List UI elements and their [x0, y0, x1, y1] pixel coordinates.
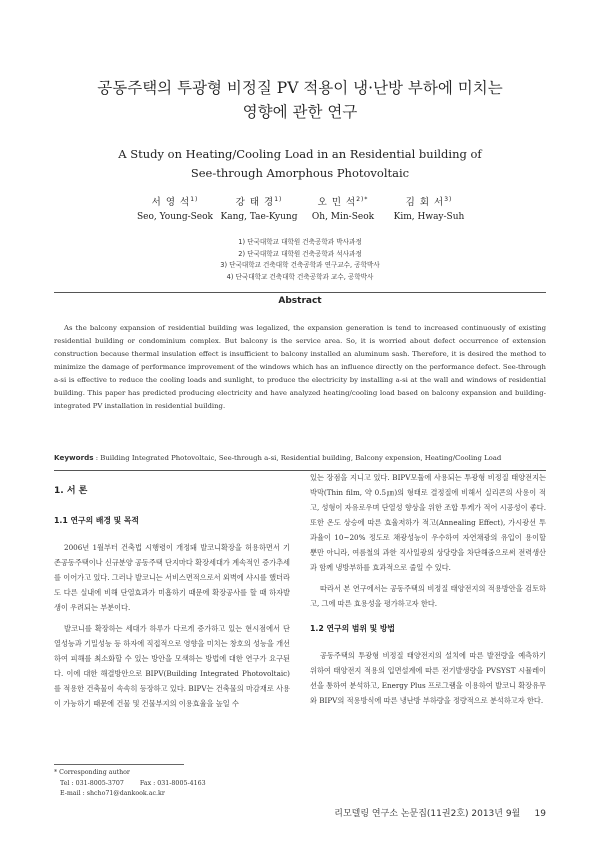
- footnote-corresponding: * Corresponding author: [54, 769, 130, 776]
- author-4-mark: 3): [444, 195, 453, 203]
- keywords-label: Keywords: [54, 453, 94, 462]
- title-english-line1: A Study on Heating/Cooling Load in an Residential building of: [118, 147, 482, 161]
- title-english-line2: See-through Amorphous Photovoltaic: [190, 166, 410, 180]
- author-1-mark: 1): [190, 195, 199, 203]
- subsection-1-1-heading: 1.1 연구의 배경 및 목적: [54, 516, 139, 525]
- footnote-rule: [54, 764, 184, 765]
- right-paragraph-3: 공동주택의 투광형 비정질 태양전지의 설치에 따른 발전량을 예측하기 위하여 태양전지 적용의 입면설계에 따른 전기발생량을 PVSYST 시뮬레이션을 통하여 분석하고, Energy Plus 프로그램을 이용하여 발코니 확장유무와 BIPV의 적용방식에 따른 냉난방 부하량을 정량적으로 분석하고자 한다.: [310, 651, 546, 705]
- left-paragraph-2: 발코니를 확장하는 세대가 하루가 다르게 증가하고 있는 현시점에서 단열성능과 기밀성능 등 하자에 직접적으로 영향을 미치는 창호의 성능을 개선하여 피해를 최소화할 수 있는 방안을 모색하는 방법에 대한 연구가 요구된다. 이에 대한 해결방안으로 BIPV(Building Integrated Photovoltaic)를 적용한 건축물이 속속히 등장하고 있다. BIPV는 건축물의 마감재로 사용이 가능하기 때문에 건물 및 건물부지의 이용효율을 높일 수: [54, 624, 290, 708]
- author-4-name-ko: 김 회 서: [405, 197, 445, 208]
- affiliation-2: 2) 단국대학교 대학원 건축공학과 석사과정: [238, 249, 362, 258]
- affiliation-1: 1) 단국대학교 대학원 건축공학과 박사과정: [238, 238, 362, 246]
- affiliation-3: 3) 단국대학교 건축대학 건축공학과 연구교수, 공학박사: [220, 261, 380, 269]
- right-column: [310, 470, 546, 708]
- author-2-name-ko: 강 태 경: [235, 197, 275, 208]
- left-column: [54, 484, 290, 711]
- footnote-phone: Tel : 031-8005-3707 Fax : 031-8005-4163: [60, 779, 206, 787]
- author-3-name-en: Oh, Min-Seok: [311, 212, 375, 222]
- author-3-name-ko: 오 민 석: [317, 197, 357, 208]
- author-2-name-en: Kang, Tae-Kyung: [220, 212, 298, 222]
- author-list: [0, 196, 600, 230]
- title-korean-line2: 영향에 관한 연구: [242, 103, 358, 121]
- author-1-name-en: Seo, Young-Seok: [137, 212, 213, 222]
- right-paragraph-2: 따라서 본 연구에서는 공동주택의 비정질 태양전지의 적용방안을 검토하고, 그에 따른 효용성을 평가하고자 한다.: [310, 584, 546, 608]
- page-footer: 리모델링 연구소 논문집(11권2호) 2013년 9월 19: [334, 809, 546, 819]
- author-2-mark: 1): [274, 195, 283, 203]
- author-1-name-ko: 서 영 석: [151, 197, 191, 208]
- footnote-email: E-mail : shcho71@dankook.ac.kr: [60, 790, 165, 797]
- title-korean: [0, 76, 600, 124]
- affiliation-list: [0, 237, 600, 283]
- affiliation-4: 4) 단국대학교 건축대학 건축공학과 교수, 공학박사: [226, 272, 374, 281]
- author-4: [364, 196, 494, 224]
- abstract-top-rule: [54, 292, 546, 293]
- keywords-text: : Building Integrated Photovoltaic, See-through a-si, Residential building, Balcony expension, Heating/Cooling Load: [95, 454, 502, 462]
- left-paragraph-1: 2006년 1월부터 건축법 시행령이 개정돼 발코니확장을 허용하면서 기존공동주택이나 신규분양 공동주택 단지마다 확장세대가 계속적인 증가추세를 이어가고 있다. 그러나 발코니는 서비스면적으로서 외벽에 샤시를 했더라도 다른 실내에 비해 단열효과가 미흡하기 때문에 확장공사를 할 때 하자발생이 우려되는 부분이다.: [54, 543, 290, 612]
- title-korean-line1: 공동주택의 투광형 비정질 PV 적용이 냉·난방 부하에 미치는: [97, 79, 503, 97]
- footnote: [54, 768, 290, 800]
- author-4-name-en: Kim, Hway-Suh: [393, 212, 465, 222]
- section-1-heading: 1. 서 론: [54, 486, 88, 496]
- abstract-heading: Abstract: [278, 296, 322, 306]
- keywords: [54, 452, 546, 464]
- subsection-1-2-heading: 1.2 연구의 범위 및 방법: [310, 624, 395, 633]
- right-paragraph-1: 있는 장점을 지니고 있다. BIPV모듈에 사용되는 투광형 비정질 태양전지는 박막(Thin film, 약 0.5㎛)의 형태로 결정질에 비해서 실리콘의 사용이 적고, 성형이 자유로우며 단열성 향상을 위한 조합 투케가 적어 시공성이 좋다. 또한 온도 상승에 따른 효율저하가 적고(Annealing Effect), 가시광선 투과율이 10~20% 정도로 채광성능이 우수하여 자연채광의 유입이 용이할 뿐만 아니라, 여름철의 과한 직사일광의 상당량을 차단해줌으로써 전력생산과 함께 냉방부하를 효과적으로 줄일 수 있다.: [310, 473, 546, 572]
- title-english: [0, 145, 600, 183]
- author-3-mark: 2)*: [356, 195, 369, 203]
- abstract-text: As the balcony expansion of residential building was legalized, the expansion generation is tend to increased continuously of existing residential building or condominium complex. But balcony is the service area. So, it is worried about defect occurrence of extension construction because thermal insulation effect is insufficient to balcony installed an aluminum sash. Therefore, it is desired the method to minimize the damage of performance improvement of the windows which has an influence directly on the performance defect. See-through a-si is effective to reduce the cooling loads and sunlight, to produce the electricity by installing a-si at the wall and windows of residential building. This paper has predicted producing electricity and have analyzed heating/cooling load based on balcony expansion and building-integrated PV installation in residential building.: [54, 324, 546, 410]
